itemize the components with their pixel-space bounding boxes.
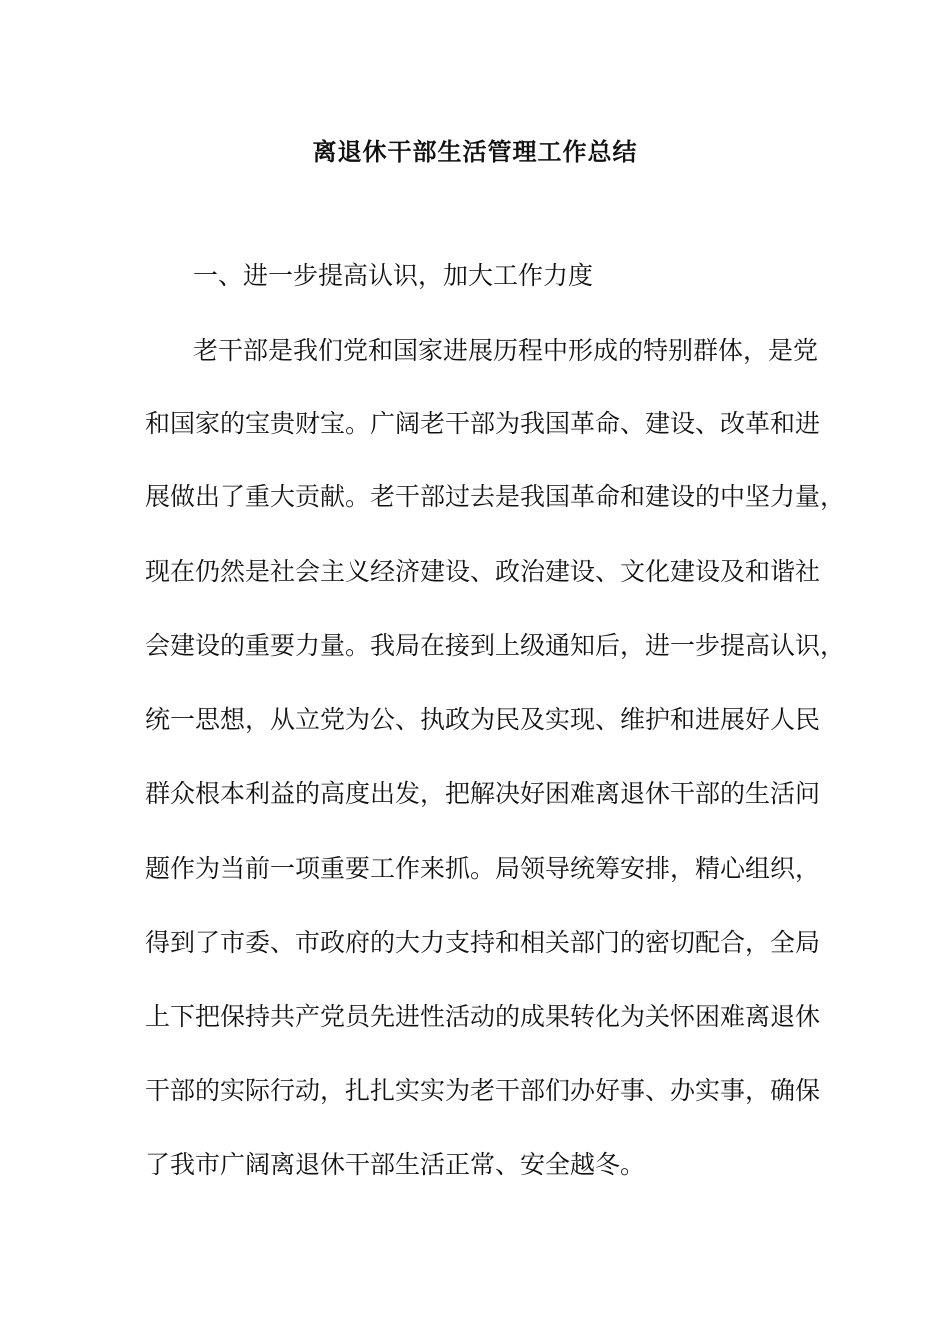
paragraph-line: 和国家的宝贵财宝。广阔老干部为我国革命、建设、改革和进	[145, 409, 821, 438]
paragraph-line: 会建设的重要力量。我局在接到上级通知后，进一步提高认识，	[145, 631, 846, 660]
paragraph-line: 现在仍然是社会主义经济建设、政治建设、文化建设及和谐社	[145, 557, 821, 586]
document-title: 离退休干部生活管理工作总结	[312, 137, 638, 166]
paragraph-line: 了我市广阔离退休干部生活正常、安全越冬。	[145, 1150, 646, 1179]
paragraph-line: 得到了市委、市政府的大力支持和相关部门的密切配合，全局	[145, 928, 821, 957]
paragraph-line: 统一思想，从立党为公、执政为民及实现、维护和进展好人民	[145, 705, 821, 734]
paragraph-line: 群众根本利益的高度出发，把解决好困难离退休干部的生活问	[145, 779, 821, 808]
paragraph-line: 题作为当前一项重要工作来抓。局领导统筹安排，精心组织，	[145, 854, 821, 883]
paragraph-line: 干部的实际行动，扎扎实实为老干部们办好事、办实事，确保	[145, 1076, 821, 1105]
paragraph-line: 展做出了重大贡献。老干部过去是我国革命和建设的中坚力量，	[145, 482, 846, 511]
section-heading: 一、进一步提高认识，加大工作力度	[193, 261, 594, 290]
paragraph-line: 上下把保持共产党员先进性活动的成果转化为关怀困难离退休	[145, 1002, 821, 1031]
paragraph-line: 老干部是我们党和国家进展历程中形成的特别群体，是党	[193, 336, 819, 365]
